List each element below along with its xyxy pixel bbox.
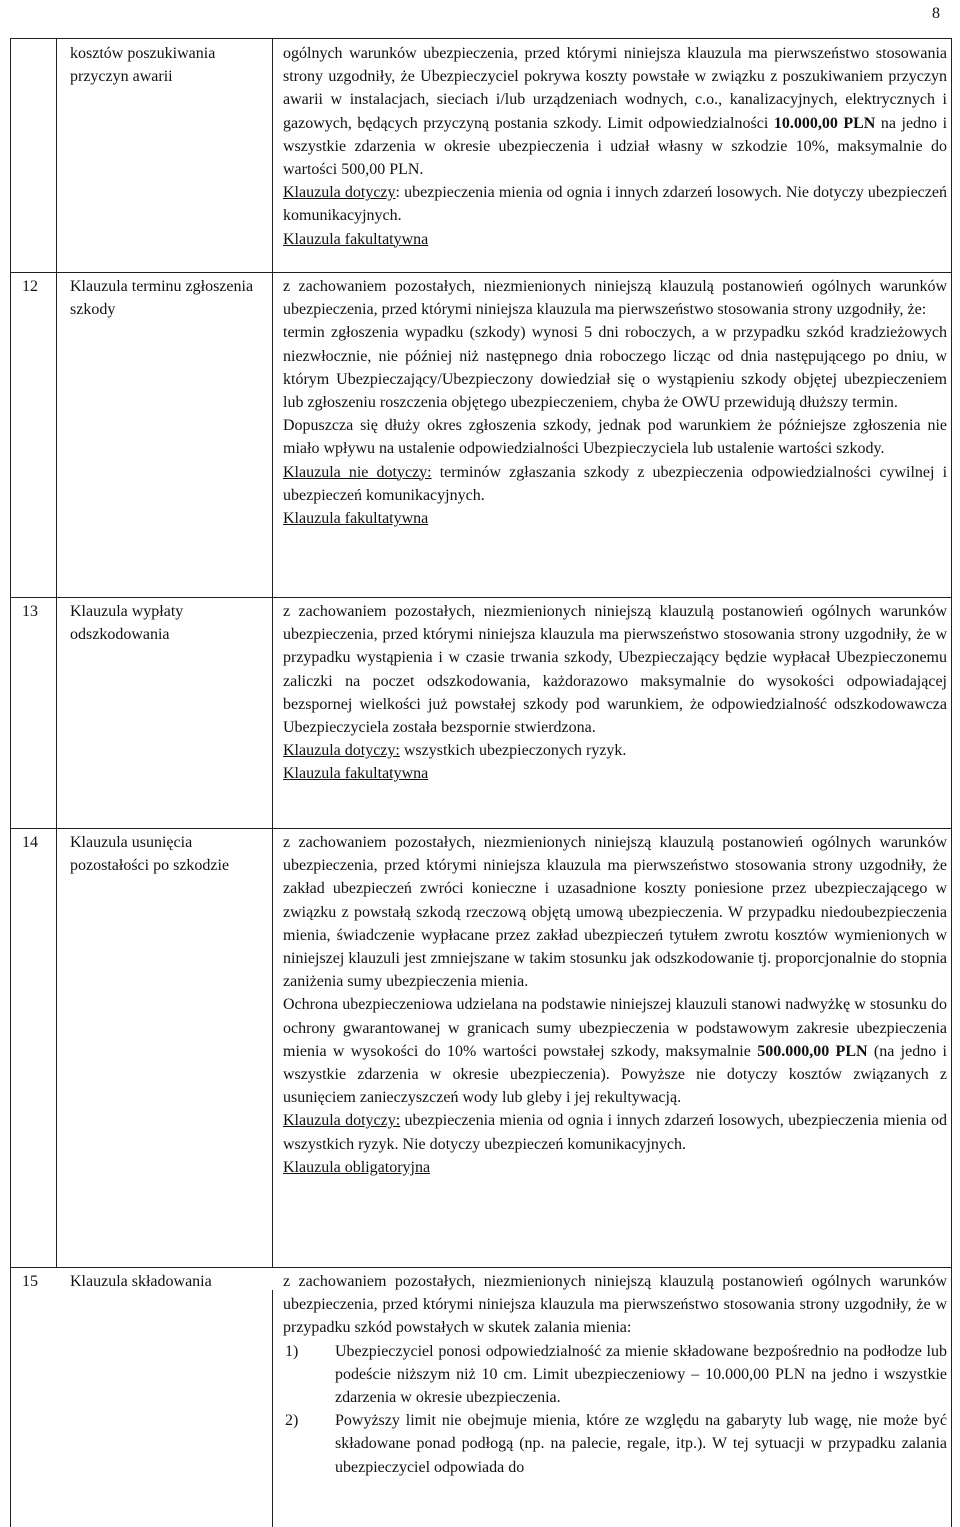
clause-text-run: wszystkich ubezpieczonych ryzyk. bbox=[399, 742, 627, 760]
clause-text bbox=[283, 42, 947, 251]
list-item-text: Powyższy limit nie obejmuje mienia, które ze względu na gabaryty lub wagę, nie może być składowane ponad podłogą (np. na palecie, regale, itp.). W tej sytuacji w przypadku zalania ubezpieczyciel odpowiada do bbox=[335, 1412, 947, 1476]
clause-label: Klauzula obligatoryjna bbox=[283, 1158, 431, 1176]
clause-paragraph bbox=[283, 414, 947, 460]
list-item bbox=[283, 1340, 947, 1410]
clause-text-run: ubezpieczenia mienia od ognia i innych zdarzeń losowych, ubezpieczenia mienia od wszystkich ryzyk. Nie dotyczy ubezpieczeń komunikacyjnych. bbox=[283, 1112, 947, 1153]
clause-number: 12 bbox=[22, 278, 38, 295]
clause-text-run: ogólnych warunków ubezpieczenia, przed którymi niniejsza klauzula ma pierwszeństwo stosowania strony uzgodniły, że Ubezpieczyciel pokrywa koszty powstałe w związku z poszukiwaniem przyczyn awarii w instalacjach, sieciach i/lub urządzeniach wodnych, c.o., kanalizacyjnych, elektrycznych i gazowych, będących przyczyną postania szkody. Limit odpowiedzialności bbox=[283, 45, 947, 132]
clause-title: Klauzula składowania bbox=[70, 1273, 212, 1290]
clause-text-run: z zachowaniem pozostałych, niezmienionych niniejszą klauzulą postanowień ogólnych warunków ubezpieczenia, przed którymi niniejsza klauzula ma pierwszeństwo stosowania strony uzgodniły, że w przypadku szkód powstałych w skutek zalania mienia: bbox=[283, 1273, 947, 1337]
list-item-text: Ubezpieczyciel ponosi odpowiedzialność za mienie składowane bezpośrednio na podłodze lub podeście niższym niż 10 cm. Limit ubezpieczeniowy – 10.000,00 PLN na jedno i wszystkie zdarzenia w okresie ubezpieczenia. bbox=[335, 1342, 947, 1407]
clause-paragraph bbox=[283, 461, 947, 507]
clause-text-run: z zachowaniem pozostałych, niezmienionych niniejszą klauzulą postanowień ogólnych warunków ubezpieczenia, przed którymi niniejsza klauzula ma pierwszeństwo stosowania strony uzgodniły, że w przypadku wystąpienia i w czasie trwania szkody, Ubezpieczający będzie wypłacał Ubezpieczonemu zaliczki na poczet odszkodowania, każdorazowo maksymalnie do wysokości odpowiadającej bezspornej wielkości już powstałej szkody pod warunkiem, że odpowiedzialność odszkodowawcza Ubezpieczyciela została bezspornie stwierdzona. bbox=[283, 603, 947, 737]
clause-paragraph bbox=[283, 1156, 947, 1179]
clause-number: 15 bbox=[22, 1273, 38, 1290]
clause-paragraph bbox=[283, 600, 947, 739]
page-number: 8 bbox=[932, 5, 940, 22]
clause-paragraph bbox=[283, 275, 947, 321]
clause-title: kosztów poszukiwania przyczyn awarii bbox=[70, 45, 216, 86]
clause-paragraph bbox=[283, 181, 947, 227]
table-border-right bbox=[951, 38, 952, 1527]
clause-number: 13 bbox=[22, 603, 38, 620]
clause-paragraph bbox=[283, 42, 947, 181]
clause-paragraph bbox=[283, 1109, 947, 1155]
clause-label: Klauzula dotyczy: bbox=[283, 742, 400, 760]
row-divider-13 bbox=[10, 597, 952, 598]
clause-label: Klauzula nie dotyczy: bbox=[283, 463, 432, 481]
clause-label: Klauzula dotyczy: bbox=[283, 1112, 401, 1130]
clause-text-run: z zachowaniem pozostałych, niezmienionych niniejszą klauzulą postanowień ogólnych warunków ubezpieczenia, przed którymi niniejsza klauzula ma pierwszeństwo stosowania strony uzgodniły, że: bbox=[283, 278, 947, 319]
clause-paragraph bbox=[283, 228, 947, 251]
row-divider-14 bbox=[10, 828, 952, 829]
clause-paragraph bbox=[283, 321, 947, 414]
clause-paragraph bbox=[283, 831, 947, 993]
clause-text-run: terminów zgłaszania szkody z ubezpieczenia odpowiedzialności cywilnej i ubezpieczeń komunikacyjnych. bbox=[283, 463, 948, 504]
table-column-divider-title bbox=[272, 38, 273, 1267]
clause-text-run: termin zgłoszenia wypadku (szkody) wynosi 5 dni roboczych, a w przypadku szkód kradzieżowych niezwłocznie, nie później niż następnego dnia roboczego licząc od dnia następującego po dniu, w którym Ubezpieczający/Ubezpieczony dowiedział się o wystąpieniu szkody objętej ubezpieczeniem lub zgłoszeniu roszczenia objętego ubezpieczeniem, chyba że OWU przewidują dłuższy termin. bbox=[283, 324, 947, 412]
clause-amount: 500.000,00 PLN bbox=[757, 1042, 868, 1060]
clause-text-run: : ubezpieczenia mienia od ognia i innych zdarzeń losowych. Nie dotyczy ubezpieczeń komunikacyjnych. bbox=[283, 184, 947, 225]
clause-text-run: Dopuszcza się dłuży okres zgłoszenia szkody, jednak pod warunkiem że późniejsze zgłoszenia nie miało wpływu na ustalenie odpowiedzialności Ubezpieczyciela lub ustalenie wartości szkody. bbox=[283, 417, 947, 458]
clause-text-run: z zachowaniem pozostałych, niezmienionych niniejszą klauzulą postanowień ogólnych warunków ubezpieczenia, przed którymi niniejsza klauzula ma pierwszeństwo stosowania strony uzgodniły, że zakład ubezpieczeń zwróci konieczne i uzasadnione koszty poniesione przez ubezpieczającego w związku z powstałą szkodą rzeczową objętą umową ubezpieczenia. W przypadku niedoubezpieczenia mienia, świadczenie wypłacane przez zakład ubezpieczeń tytułem zwrotu kosztów wymienionych w niniejszej klauzuli jest zmniejszane w takim stosunku jak odszkodowanie tj. proporcjonalnie do stopnia zaniżenia sumy ubezpieczenia mienia. bbox=[283, 834, 947, 991]
clause-label: Klauzula fakultatywna bbox=[283, 510, 429, 528]
clause-text-run: na jedno i wszystkie zdarzenia w okresie ubezpieczenia i udział własny w szkodzie 10%, maksymalnie do wartości 500,00 PLN. bbox=[283, 114, 948, 179]
table-column-divider-num bbox=[56, 38, 57, 1267]
row-divider-15 bbox=[10, 1267, 952, 1268]
clause-paragraph bbox=[283, 739, 947, 762]
clause-paragraph bbox=[283, 1270, 947, 1340]
clause-paragraph bbox=[283, 507, 947, 530]
list-item bbox=[283, 1409, 947, 1479]
list-item-number: 1) bbox=[285, 1342, 299, 1360]
clause-text bbox=[283, 831, 947, 1179]
table-border-left bbox=[10, 38, 11, 1527]
clause-text-run: (na jedno i wszystkie zdarzenia w okresie ubezpieczenia). Powyższe nie dotyczy kosztów związanych z usunięciem zanieczyszczeń wody lub gleby i jej rekultywacją. bbox=[283, 1042, 947, 1107]
clause-label: Klauzula fakultatywna bbox=[283, 230, 429, 248]
clause-paragraph bbox=[283, 762, 947, 785]
table-border-top bbox=[10, 38, 952, 39]
clause-label: Klauzula fakultatywna bbox=[283, 765, 429, 783]
clause-text bbox=[283, 1270, 947, 1479]
clause-paragraph bbox=[283, 993, 947, 1109]
clause-text bbox=[283, 275, 947, 530]
row-divider-12 bbox=[10, 272, 952, 273]
clause-label: Klauzula dotyczy bbox=[283, 184, 396, 202]
list-item-number: 2) bbox=[285, 1412, 299, 1430]
clause-list bbox=[283, 1340, 947, 1479]
table-column-divider-title-last bbox=[272, 1290, 273, 1527]
clause-title: Klauzula terminu zgłoszenia szkody bbox=[70, 278, 254, 319]
clause-number: 14 bbox=[22, 834, 38, 851]
clause-title: Klauzula wypłaty odszkodowania bbox=[70, 603, 184, 644]
clause-text bbox=[283, 600, 947, 786]
clause-text-run: Ochrona ubezpieczeniowa udzielana na podstawie niniejszej klauzuli stanowi nadwyżkę w stosunku do ochrony gwarantowanej w granicach sumy ubezpieczenia w podstawowym zakresie ubezpieczenia mienia w wysokości do 10% wartości powstałej szkody, maksymalnie bbox=[283, 996, 947, 1060]
clause-title: Klauzula usunięcia pozostałości po szkodzie bbox=[70, 834, 230, 875]
clause-amount: 10.000,00 PLN bbox=[773, 114, 876, 132]
